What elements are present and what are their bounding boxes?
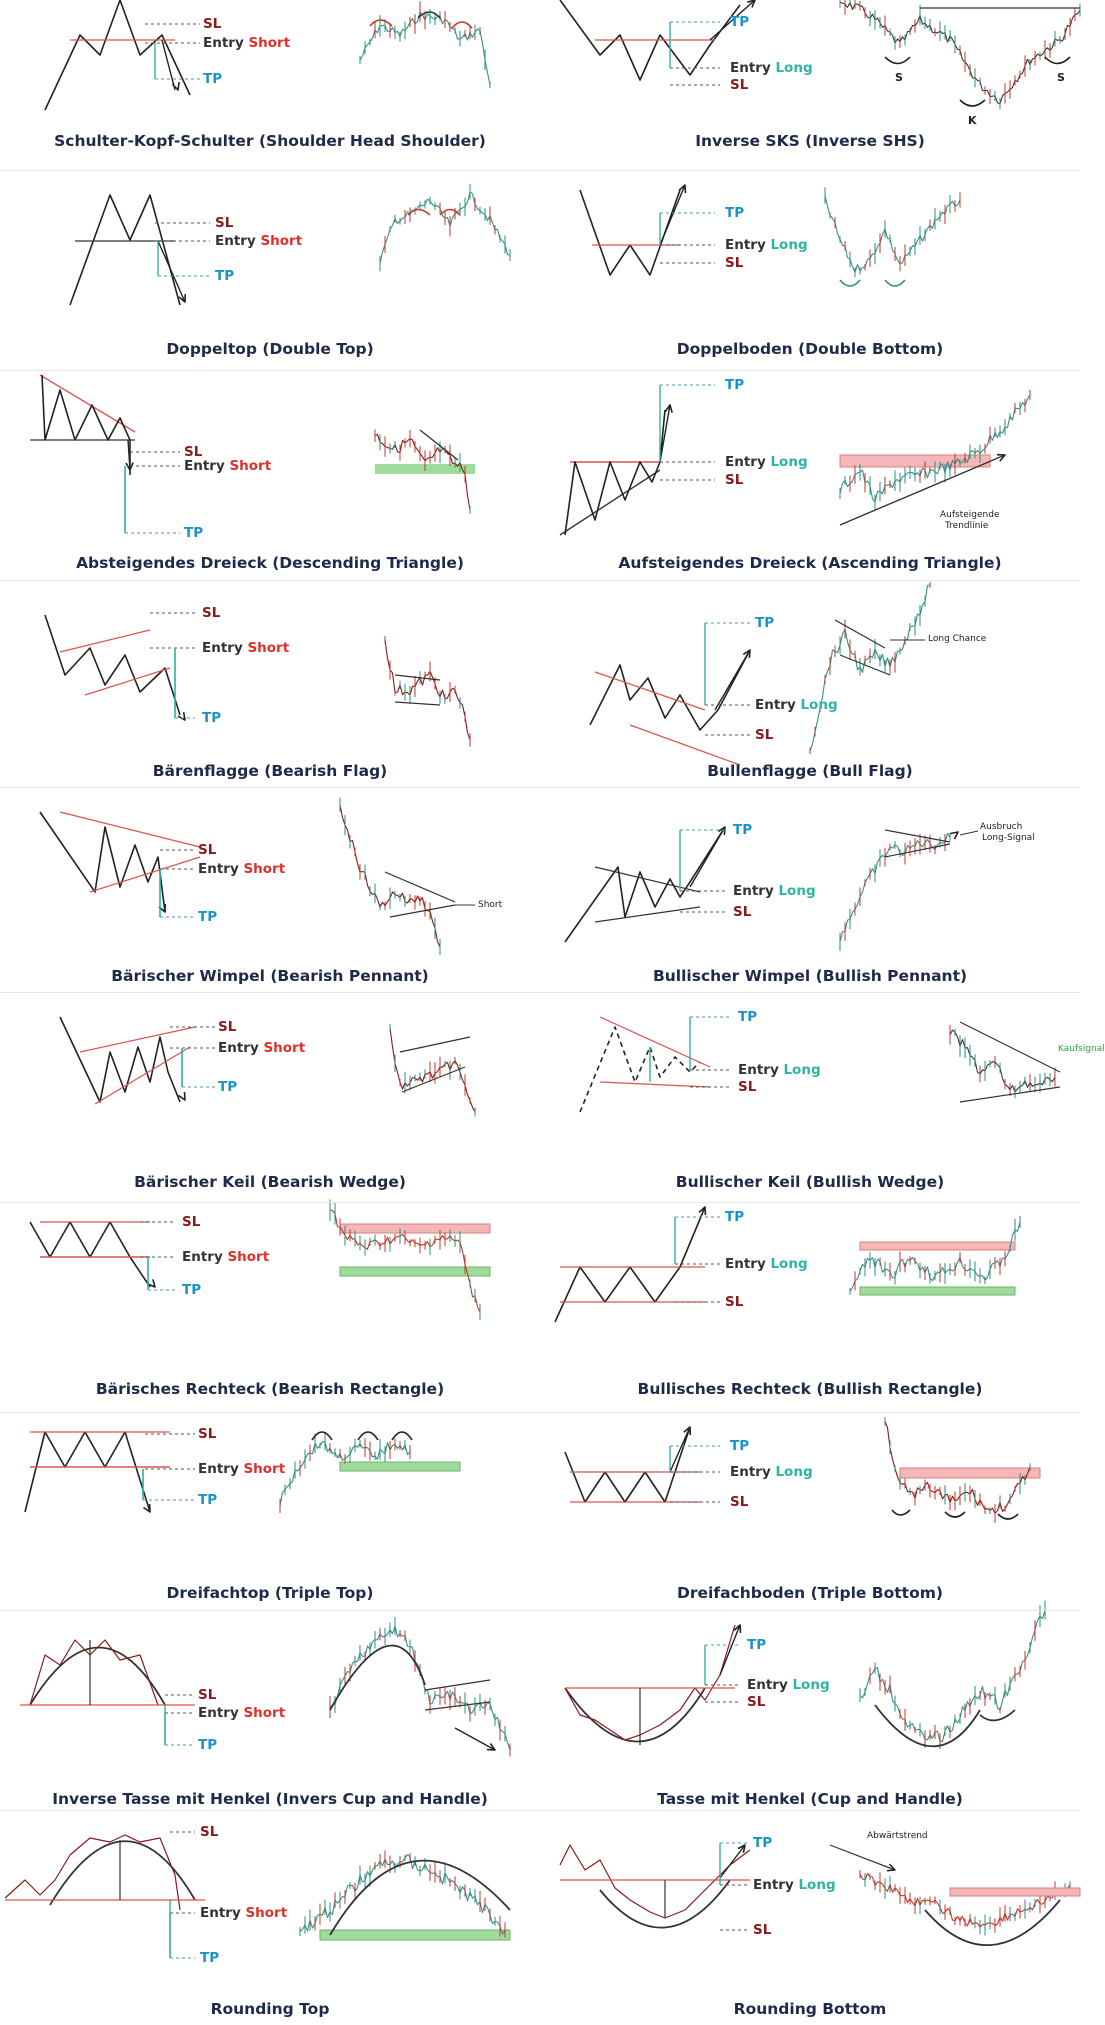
sl-label: SL	[725, 1294, 744, 1310]
arrowhead	[950, 832, 958, 839]
pattern-caption: Bärischer Keil (Bearish Wedge)	[134, 1173, 406, 1191]
real-chart	[380, 184, 510, 271]
sl-label: SL	[215, 215, 234, 231]
chart-annotation: Abwärtstrend	[867, 1831, 928, 1841]
row-separator	[0, 1610, 1080, 1611]
flag-top	[395, 675, 440, 680]
flag-line	[85, 668, 170, 695]
pattern-caption: Doppelboden (Double Bottom)	[676, 340, 944, 358]
resistance-band	[900, 1468, 1040, 1478]
entry-word: Entry	[198, 1705, 244, 1721]
pattern-caption: Tasse mit Henkel (Cup and Handle)	[657, 1790, 963, 1808]
entry-label	[202, 640, 289, 656]
real-chart	[810, 582, 930, 754]
price-path	[565, 1625, 735, 1740]
real-chart	[390, 1024, 475, 1117]
pattern-cell	[0, 992, 540, 1202]
entry-label	[203, 35, 290, 51]
tp-label: TP	[198, 1492, 218, 1508]
cup-curve	[565, 1688, 705, 1742]
tp-label: TP	[198, 1737, 218, 1753]
wedge-bottom	[600, 1082, 710, 1087]
head-arc	[960, 100, 985, 106]
head-marker	[452, 22, 472, 28]
sl-label: SL	[184, 444, 203, 460]
entry-label	[218, 1040, 305, 1056]
side-word: Short	[260, 233, 303, 249]
handle-curve	[980, 1710, 1015, 1720]
side-word: Long	[798, 1877, 836, 1893]
sl-label: SL	[725, 255, 744, 271]
side-word: Long	[800, 697, 838, 713]
real-chart	[840, 833, 950, 951]
bottom-marker	[892, 1510, 910, 1515]
price-path	[45, 0, 190, 110]
tp-label: TP	[215, 268, 235, 284]
tp-label: TP	[733, 822, 753, 838]
tp-label: TP	[725, 377, 745, 393]
pattern-cell	[540, 1610, 1080, 1810]
downtrend-arrow-line	[830, 1845, 895, 1870]
tp-label: TP	[200, 1950, 220, 1966]
real-chart	[840, 0, 1080, 109]
real-chart	[850, 1216, 1020, 1295]
pattern-cell	[540, 370, 1080, 580]
tp-label: TP	[755, 615, 775, 631]
bottom-marker	[840, 280, 860, 286]
pattern-caption: Bärisches Rechteck (Bearish Rectangle)	[95, 1380, 445, 1398]
pattern-cell	[0, 0, 540, 170]
tp-label: TP	[747, 1637, 767, 1653]
side-word: Long	[770, 454, 808, 470]
sl-label: SL	[198, 1687, 217, 1703]
entry-label	[215, 233, 302, 249]
price-path	[25, 1432, 150, 1512]
top-marker	[408, 210, 430, 216]
side-word: Short	[227, 1249, 270, 1265]
sl-label: SL	[730, 77, 749, 93]
entry-word: Entry	[725, 237, 771, 253]
pattern-caption: Bullenflagge (Bull Flag)	[707, 762, 913, 780]
tp-label: TP	[738, 1009, 758, 1025]
sl-label: SL	[200, 1824, 219, 1840]
entry-label	[198, 1705, 285, 1721]
pattern-drawing	[540, 992, 1080, 1202]
real-chart-line	[300, 1855, 505, 1935]
chart-annotation: S	[895, 71, 903, 84]
row-separator	[0, 1810, 1080, 1811]
pattern-caption: Rounding Top	[210, 2000, 330, 2018]
pattern-caption: Inverse SKS (Inverse SHS)	[695, 132, 925, 150]
pattern-drawing	[0, 580, 540, 787]
entry-word: Entry	[730, 60, 776, 76]
pennant-bottom	[90, 857, 200, 892]
signal-pointer	[960, 831, 978, 835]
breakout-arrow	[715, 650, 750, 710]
sl-label: SL	[738, 1079, 757, 1095]
entry-label	[733, 883, 816, 899]
tp-label: TP	[218, 1079, 238, 1095]
entry-word: Entry	[725, 454, 771, 470]
chart-annotation: K	[968, 114, 977, 127]
arrowhead	[143, 1504, 150, 1512]
row-separator	[0, 170, 1080, 171]
cup-curve	[30, 1648, 165, 1706]
resistance-band	[340, 1224, 490, 1233]
tp-label: TP	[203, 71, 223, 87]
chart-annotation: Long-Signal	[982, 833, 1035, 843]
real-chart	[860, 1601, 1045, 1749]
entry-word: Entry	[182, 1249, 228, 1265]
real-chart-line	[810, 585, 930, 751]
entry-label	[725, 1256, 808, 1272]
pattern-caption: Bullisches Rechteck (Bullish Rectangle)	[637, 1380, 983, 1398]
side-word: Short	[229, 458, 272, 474]
price-path	[30, 1640, 158, 1705]
real-chart	[330, 1199, 480, 1320]
real-chart-line	[380, 192, 510, 263]
side-word: Long	[783, 1062, 821, 1078]
breakout-arrow	[690, 827, 725, 887]
pattern-caption: Bullischer Keil (Bullish Wedge)	[675, 1173, 945, 1191]
sl-label: SL	[755, 727, 774, 743]
side-word: Long	[775, 1464, 813, 1480]
pattern-caption: Bärischer Wimpel (Bearish Pennant)	[111, 967, 429, 985]
entry-word: Entry	[203, 35, 249, 51]
tp-label: TP	[184, 525, 204, 541]
entry-word: Entry	[202, 640, 248, 656]
entry-label	[198, 1461, 285, 1477]
pennant-bottom	[595, 907, 700, 922]
pattern-drawing	[0, 370, 540, 580]
resistance-line	[40, 375, 135, 432]
bottom-marker	[998, 1514, 1018, 1519]
pattern-caption: Inverse Tasse mit Henkel (Invers Cup and Handle)	[52, 1790, 488, 1808]
chart-annotation: Trendlinie	[945, 521, 989, 531]
flag-line	[60, 630, 150, 652]
pattern-drawing	[540, 580, 1080, 787]
tp-label: TP	[182, 1282, 202, 1298]
entry-label	[730, 60, 813, 76]
wedge-top	[400, 1037, 470, 1052]
entry-label	[738, 1062, 821, 1078]
resistance-band	[950, 1888, 1080, 1896]
pattern-cell	[540, 1412, 1080, 1610]
pattern-cell	[0, 787, 540, 992]
tp-label: TP	[730, 1438, 750, 1454]
flag-bottom	[395, 702, 440, 705]
pattern-caption: Schulter-Kopf-Schulter (Shoulder Head Shoulder)	[54, 132, 486, 150]
support-band	[860, 1287, 1015, 1295]
chart-annotation: Kaufsignal	[1058, 1044, 1105, 1054]
real-chart	[385, 636, 470, 747]
flag-line	[595, 672, 705, 710]
real-chart-line	[340, 805, 440, 947]
side-word: Short	[243, 1705, 286, 1721]
side-word: Long	[778, 883, 816, 899]
pattern-caption: Bärenflagge (Bearish Flag)	[152, 762, 388, 780]
entry-word: Entry	[753, 1877, 799, 1893]
row-separator	[0, 992, 1080, 993]
pattern-cell	[0, 580, 540, 787]
pattern-caption: Doppeltop (Double Top)	[166, 340, 374, 358]
resistance-band	[860, 1242, 1015, 1250]
real-chart-line	[885, 1421, 1030, 1513]
shoulder-arc	[885, 57, 910, 64]
tp-label: TP	[753, 1835, 773, 1851]
side-word: Long	[775, 60, 813, 76]
real-chart	[360, 1, 490, 88]
sl-label: SL	[182, 1214, 201, 1230]
row-separator	[0, 370, 1080, 371]
real-chart-line	[825, 196, 960, 273]
entry-label	[200, 1905, 287, 1921]
entry-label	[198, 861, 285, 877]
real-chart-line	[330, 1626, 510, 1750]
sl-label: SL	[198, 1426, 217, 1442]
breakout-arrow	[670, 1427, 690, 1472]
side-word: Long	[792, 1677, 830, 1693]
pattern-cell	[0, 1202, 540, 1412]
row-separator	[0, 1412, 1080, 1413]
real-chart-line	[385, 640, 470, 740]
entry-label	[725, 454, 808, 470]
flag-line	[630, 725, 740, 765]
entry-label	[725, 237, 808, 253]
entry-word: Entry	[747, 1677, 793, 1693]
real-chart-line	[840, 395, 1030, 502]
real-chart	[825, 187, 960, 277]
bottom-marker	[885, 280, 905, 286]
pennant-top	[60, 812, 200, 847]
pattern-cell	[540, 787, 1080, 992]
breakout-arrow	[720, 1845, 745, 1878]
row-separator	[0, 1202, 1080, 1203]
entry-word: Entry	[198, 1461, 244, 1477]
entry-label	[730, 1464, 813, 1480]
price-path	[565, 827, 725, 942]
chart-annotation: S	[1057, 71, 1065, 84]
breakout-arrow	[680, 1207, 705, 1267]
pattern-caption: Rounding Bottom	[733, 2000, 887, 2018]
shoulder-arc	[1045, 57, 1070, 64]
pattern-cell	[540, 0, 1080, 170]
pattern-caption: Dreifachtop (Triple Top)	[166, 1584, 374, 1602]
real-chart	[330, 1617, 510, 1756]
pattern-caption: Absteigendes Dreieck (Descending Triangle)	[76, 554, 464, 572]
pattern-cell	[0, 170, 540, 370]
pattern-cell	[540, 1202, 1080, 1412]
pattern-drawing	[0, 1412, 540, 1610]
price-path	[30, 1222, 150, 1287]
side-word: Long	[770, 1256, 808, 1272]
real-chart-line	[850, 1222, 1020, 1291]
pattern-drawing	[540, 370, 1080, 580]
tp-label: TP	[730, 14, 750, 30]
sl-label: SL	[202, 605, 221, 621]
price-path	[580, 1027, 700, 1112]
side-word: Long	[770, 237, 808, 253]
sl-label: SL	[733, 904, 752, 920]
price-path	[42, 375, 130, 475]
sl-label: SL	[753, 1922, 772, 1938]
side-word: Short	[245, 1905, 288, 1921]
entry-word: Entry	[200, 1905, 246, 1921]
breakdown-arrow	[455, 1728, 495, 1750]
chart-annotation: Short	[478, 900, 503, 910]
pattern-caption: Bullischer Wimpel (Bullish Pennant)	[652, 967, 968, 985]
real-chart	[340, 798, 440, 955]
sl-label: SL	[725, 472, 744, 488]
breakdown-arrow	[158, 241, 185, 302]
row-separator	[0, 787, 1080, 788]
sl-label: SL	[198, 842, 217, 858]
breakout-arrow	[660, 185, 685, 245]
entry-word: Entry	[215, 233, 261, 249]
support-line	[560, 470, 660, 535]
top-marker	[440, 210, 460, 216]
pattern-drawing	[540, 1412, 1080, 1610]
pattern-cell	[0, 1412, 540, 1610]
chart-annotation: Ausbruch	[980, 822, 1023, 832]
price-path	[560, 1845, 750, 1918]
entry-word: Entry	[725, 1256, 771, 1272]
real-chart	[840, 390, 1030, 510]
pennant-bottom	[390, 905, 455, 917]
sl-label: SL	[218, 1019, 237, 1035]
tp-label: TP	[202, 710, 222, 726]
support-band	[320, 1930, 510, 1940]
head-marker	[370, 20, 392, 26]
pattern-cell	[0, 1810, 540, 2025]
pattern-cell	[540, 992, 1105, 1202]
top-marker	[358, 1432, 378, 1440]
pattern-caption: Dreifachboden (Triple Bottom)	[677, 1584, 943, 1602]
handle-top	[425, 1680, 490, 1690]
tp-label: TP	[725, 1209, 745, 1225]
row-separator	[0, 580, 1080, 581]
support-band	[340, 1462, 460, 1471]
chart-annotation: Aufsteigende	[940, 510, 1000, 520]
pattern-cell	[0, 1610, 540, 1810]
pattern-cell	[540, 580, 1080, 787]
pattern-drawing	[0, 992, 540, 1202]
price-path	[45, 615, 180, 715]
resistance-line	[420, 430, 458, 460]
pattern-cell	[540, 1810, 1080, 2025]
entry-label	[747, 1677, 830, 1693]
pattern-drawing	[540, 1610, 1080, 1810]
pattern-drawing	[540, 1810, 1080, 2025]
entry-word: Entry	[198, 861, 244, 877]
pattern-drawing	[0, 787, 540, 992]
entry-label	[182, 1249, 269, 1265]
entry-label	[184, 458, 271, 474]
chart-annotation: Long Chance	[928, 634, 987, 644]
tp-label: TP	[198, 909, 218, 925]
price-path	[70, 195, 180, 305]
rounding-curve	[50, 1841, 195, 1905]
entry-word: Entry	[218, 1040, 264, 1056]
side-word: Short	[247, 640, 290, 656]
real-chart-line	[840, 833, 950, 941]
entry-word: Entry	[738, 1062, 784, 1078]
bottom-marker	[945, 1512, 965, 1517]
sl-label: SL	[730, 1494, 749, 1510]
pattern-cell	[0, 370, 540, 580]
entry-word: Entry	[733, 883, 779, 899]
entry-label	[753, 1877, 836, 1893]
side-word: Short	[243, 861, 286, 877]
real-chart	[860, 1870, 1070, 1936]
real-chart	[280, 1433, 410, 1513]
side-word: Short	[248, 35, 291, 51]
entry-label	[755, 697, 838, 713]
entry-word: Entry	[184, 458, 230, 474]
pattern-caption: Aufsteigendes Dreieck (Ascending Triangle)	[618, 554, 1002, 572]
breakout-arrow	[720, 1625, 740, 1675]
entry-word: Entry	[730, 1464, 776, 1480]
real-chart-line	[860, 1610, 1045, 1742]
real-chart-line	[390, 1028, 475, 1112]
side-word: Short	[263, 1040, 306, 1056]
price-path	[40, 812, 165, 912]
sl-label: SL	[747, 1694, 766, 1710]
sl-label: SL	[203, 16, 222, 32]
pattern-cell	[540, 170, 1080, 370]
price-path	[565, 410, 665, 535]
price-path	[565, 1427, 690, 1502]
tp-label: TP	[725, 205, 745, 221]
side-word: Short	[243, 1461, 286, 1477]
price-path	[5, 1835, 180, 1910]
entry-word: Entry	[755, 697, 801, 713]
